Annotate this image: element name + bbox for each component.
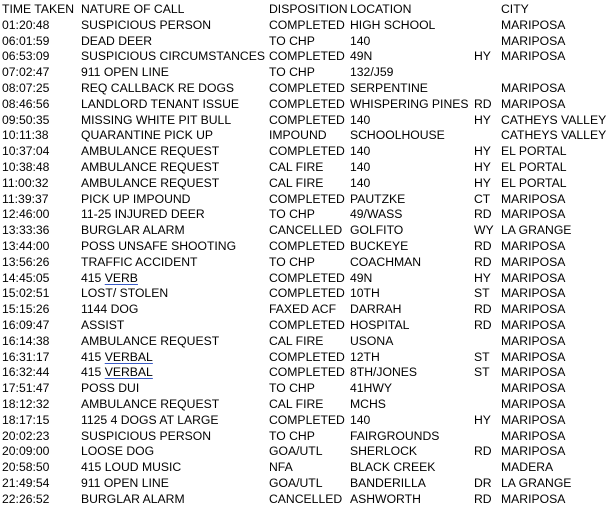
call-row xyxy=(0,18,614,34)
city-cell: LA GRANGE xyxy=(501,476,572,490)
header-time-taken: TIME TAKEN xyxy=(2,2,75,16)
time-cell: 20:02:23 xyxy=(2,428,50,443)
street-suffix-cell: RD xyxy=(474,254,492,269)
location-cell: 49N xyxy=(350,49,373,64)
city-cell: CATHEYS VALLEY xyxy=(501,128,607,143)
nature-cell: BURGLAR ALARM xyxy=(81,491,185,506)
spellcheck-underlined-word: VERB xyxy=(104,270,138,285)
call-row xyxy=(0,81,614,97)
disposition-cell: COMPLETED xyxy=(269,96,345,111)
disposition-cell: NFA xyxy=(269,460,293,475)
time-cell: 10:37:04 xyxy=(2,144,50,159)
city-cell: MADERA xyxy=(501,460,554,475)
call-row xyxy=(0,350,614,366)
nature-cell: 415 LOUD MUSIC xyxy=(81,460,182,475)
city-cell: CATHEYS VALLEY xyxy=(501,112,607,127)
city-cell: MARIPOSA xyxy=(501,349,566,364)
city-cell: MARIPOSA xyxy=(501,17,566,32)
call-row xyxy=(0,160,614,176)
call-row xyxy=(0,144,614,160)
call-row xyxy=(0,397,614,413)
time-cell: 07:02:47 xyxy=(2,65,50,80)
call-row xyxy=(0,365,614,381)
location-cell: BUCKEYE xyxy=(350,239,409,253)
disposition-cell: TO CHP xyxy=(269,33,315,48)
disposition-cell: COMPLETED xyxy=(269,81,345,95)
call-row xyxy=(0,302,614,318)
call-row xyxy=(0,49,614,65)
location-cell: COACHMAN xyxy=(350,254,422,269)
disposition-cell: COMPLETED xyxy=(269,144,345,159)
location-cell: 8TH/JONES xyxy=(350,365,418,380)
time-cell: 01:20:48 xyxy=(2,17,50,32)
call-row xyxy=(0,239,614,255)
time-cell: 17:51:47 xyxy=(2,381,50,396)
location-cell: 132/J59 xyxy=(350,65,394,80)
disposition-cell: COMPLETED xyxy=(269,112,345,127)
nature-cell: AMBULANCE REQUEST xyxy=(81,333,220,348)
time-cell: 15:02:51 xyxy=(2,286,50,301)
city-cell: MARIPOSA xyxy=(501,333,566,348)
disposition-cell: COMPLETED xyxy=(269,318,345,332)
call-row xyxy=(0,413,614,429)
location-cell: WHISPERING PINES xyxy=(350,96,469,111)
nature-cell: POSS DUI xyxy=(81,381,140,396)
location-cell: DARRAH xyxy=(350,302,402,317)
disposition-cell: CAL FIRE xyxy=(269,175,324,190)
street-suffix-cell: WY xyxy=(474,223,494,238)
call-row xyxy=(0,429,614,445)
street-suffix-cell: ST xyxy=(474,365,490,380)
call-row xyxy=(0,286,614,302)
nature-cell: PICK UP IMPOUND xyxy=(81,191,191,206)
location-cell: SCHOOLHOUSE xyxy=(350,128,445,143)
nature-cell: 415 VERBAL xyxy=(81,365,153,380)
disposition-cell: TO CHP xyxy=(269,428,315,443)
call-row xyxy=(0,271,614,287)
location-cell: SHERLOCK xyxy=(350,444,418,459)
location-cell: 10TH xyxy=(350,286,380,301)
nature-cell: LANDLORD TENANT ISSUE xyxy=(81,96,240,111)
street-suffix-cell: RD xyxy=(474,207,492,222)
disposition-cell: COMPLETED xyxy=(269,49,345,64)
city-cell: MARIPOSA xyxy=(501,318,566,332)
location-cell: 140 xyxy=(350,112,371,127)
call-row xyxy=(0,444,614,460)
time-cell: 10:11:38 xyxy=(2,128,49,143)
nature-cell: POSS UNSAFE SHOOTING xyxy=(81,239,237,253)
time-cell: 20:09:00 xyxy=(2,444,50,459)
city-cell: MARIPOSA xyxy=(501,191,566,206)
city-cell: MARIPOSA xyxy=(501,444,566,459)
street-suffix-cell: RD xyxy=(474,491,492,506)
location-cell: FAIRGROUNDS xyxy=(350,428,440,443)
nature-cell: 415 VERB xyxy=(81,270,138,285)
location-cell: MCHS xyxy=(350,397,386,411)
location-cell: 49N xyxy=(350,270,373,285)
disposition-cell: CANCELLED xyxy=(269,223,343,238)
disposition-cell: COMPLETED xyxy=(269,365,345,380)
disposition-cell: TO CHP xyxy=(269,254,315,269)
call-row xyxy=(0,381,614,397)
disposition-cell: COMPLETED xyxy=(269,349,345,364)
time-cell: 08:46:56 xyxy=(2,96,50,111)
nature-cell: AMBULANCE REQUEST xyxy=(81,160,220,174)
city-cell: EL PORTAL xyxy=(501,175,567,190)
location-cell: 140 xyxy=(350,160,371,174)
disposition-cell: CAL FIRE xyxy=(269,160,324,174)
city-cell: MARIPOSA xyxy=(501,412,566,427)
nature-cell: SUSPICIOUS PERSON xyxy=(81,428,212,443)
street-suffix-cell: HY xyxy=(474,160,491,174)
nature-cell: AMBULANCE REQUEST xyxy=(81,397,220,411)
street-suffix-cell: RD xyxy=(474,239,492,253)
street-suffix-cell: HY xyxy=(474,112,491,127)
header-location: LOCATION xyxy=(350,2,412,16)
header-nature-of-call: NATURE OF CALL xyxy=(81,2,185,16)
call-row xyxy=(0,460,614,476)
call-row xyxy=(0,476,614,492)
call-row xyxy=(0,492,614,508)
time-cell: 18:17:15 xyxy=(2,412,50,427)
time-cell: 18:12:32 xyxy=(2,397,50,411)
street-suffix-cell: RD xyxy=(474,318,492,332)
disposition-cell: CANCELLED xyxy=(269,491,343,506)
location-cell: 12TH xyxy=(350,349,380,364)
time-cell: 16:09:47 xyxy=(2,318,50,332)
time-cell: 14:45:05 xyxy=(2,270,50,285)
time-cell: 16:31:17 xyxy=(2,349,50,364)
time-cell: 15:15:26 xyxy=(2,302,50,317)
city-cell: EL PORTAL xyxy=(501,160,567,174)
city-cell: MARIPOSA xyxy=(501,286,566,301)
header-disposition: DISPOSITION xyxy=(269,2,348,16)
nature-cell: 911 OPEN LINE xyxy=(81,476,169,490)
nature-cell: LOOSE DOG xyxy=(81,444,155,459)
street-suffix-cell: DR xyxy=(474,476,492,490)
disposition-cell: COMPLETED xyxy=(269,412,345,427)
nature-cell: 911 OPEN LINE xyxy=(81,65,169,80)
nature-cell: LOST/ STOLEN xyxy=(81,286,169,301)
street-suffix-cell: RD xyxy=(474,96,492,111)
disposition-cell: TO CHP xyxy=(269,207,315,222)
time-cell: 13:33:36 xyxy=(2,223,50,238)
location-cell: HIGH SCHOOL xyxy=(350,17,436,32)
street-suffix-cell: HY xyxy=(474,175,491,190)
city-cell: MARIPOSA xyxy=(501,49,566,64)
nature-cell: TRAFFIC ACCIDENT xyxy=(81,254,198,269)
call-row xyxy=(0,192,614,208)
spellcheck-underlined-word: VERBAL xyxy=(104,365,153,380)
call-row xyxy=(0,97,614,113)
location-cell: USONA xyxy=(350,333,394,348)
nature-cell: AMBULANCE REQUEST xyxy=(81,175,220,190)
nature-cell: 1125 4 DOGS AT LARGE xyxy=(81,412,219,427)
city-cell: MARIPOSA xyxy=(501,397,566,411)
city-cell: MARIPOSA xyxy=(501,491,566,506)
nature-cell: 415 VERBAL xyxy=(81,349,153,364)
disposition-cell: COMPLETED xyxy=(269,239,345,253)
street-suffix-cell: ST xyxy=(474,286,490,301)
city-cell: MARIPOSA xyxy=(501,207,566,222)
city-cell: MARIPOSA xyxy=(501,270,566,285)
disposition-cell: COMPLETED xyxy=(269,17,345,32)
location-cell: 41HWY xyxy=(350,381,392,396)
time-cell: 12:46:00 xyxy=(2,207,50,222)
time-cell: 16:14:38 xyxy=(2,333,50,348)
street-suffix-cell: CT xyxy=(474,191,491,206)
disposition-cell: CAL FIRE xyxy=(269,397,324,411)
time-cell: 10:38:48 xyxy=(2,160,50,174)
call-row xyxy=(0,207,614,223)
time-cell: 06:53:09 xyxy=(2,49,50,64)
call-row xyxy=(0,318,614,334)
time-cell: 13:56:26 xyxy=(2,254,50,269)
location-cell: BANDERILLA xyxy=(350,476,426,490)
nature-cell: MISSING WHITE PIT BULL xyxy=(81,112,232,127)
call-row xyxy=(0,113,614,129)
disposition-cell: GOA/UTL xyxy=(269,476,323,490)
location-cell: SERPENTINE xyxy=(350,81,428,95)
header-city: CITY xyxy=(501,2,529,16)
street-suffix-cell: HY xyxy=(474,49,491,64)
disposition-cell: COMPLETED xyxy=(269,191,345,206)
time-cell: 20:58:50 xyxy=(2,460,50,475)
call-row xyxy=(0,255,614,271)
city-cell: MARIPOSA xyxy=(501,381,566,396)
nature-cell: QUARANTINE PICK UP xyxy=(81,128,214,143)
location-cell: 140 xyxy=(350,144,371,159)
street-suffix-cell: RD xyxy=(474,444,492,459)
call-row xyxy=(0,65,614,81)
time-cell: 11:00:32 xyxy=(2,175,49,190)
location-cell: 49/WASS xyxy=(350,207,403,222)
city-cell: MARIPOSA xyxy=(501,96,566,111)
location-cell: HOSPITAL xyxy=(350,318,410,332)
location-cell: BLACK CREEK xyxy=(350,460,436,475)
city-cell: MARIPOSA xyxy=(501,239,566,253)
nature-cell: 11-25 INJURED DEER xyxy=(81,207,205,222)
time-cell: 13:44:00 xyxy=(2,239,50,253)
street-suffix-cell: HY xyxy=(474,270,491,285)
nature-cell: REQ CALLBACK RE DOGS xyxy=(81,81,235,95)
spellcheck-underlined-word: VERBAL xyxy=(104,349,153,364)
nature-cell: DEAD DEER xyxy=(81,33,153,48)
time-cell: 09:50:35 xyxy=(2,112,50,127)
nature-cell: SUSPICIOUS CIRCUMSTANCES xyxy=(81,49,265,64)
location-cell: ASHWORTH xyxy=(350,491,421,506)
call-row xyxy=(0,176,614,192)
disposition-cell: IMPOUND xyxy=(269,128,327,143)
call-row xyxy=(0,34,614,50)
city-cell: MARIPOSA xyxy=(501,81,566,95)
call-row xyxy=(0,334,614,350)
disposition-cell: TO CHP xyxy=(269,65,315,80)
time-cell: 08:07:25 xyxy=(2,81,50,95)
city-cell: MARIPOSA xyxy=(501,428,566,443)
disposition-cell: COMPLETED xyxy=(269,286,345,301)
nature-cell: SUSPICIOUS PERSON xyxy=(81,17,212,32)
city-cell: MARIPOSA xyxy=(501,254,566,269)
street-suffix-cell: RD xyxy=(474,302,492,317)
location-cell: 140 xyxy=(350,412,371,427)
city-cell: MARIPOSA xyxy=(501,365,566,380)
city-cell: LA GRANGE xyxy=(501,223,572,238)
call-row xyxy=(0,128,614,144)
nature-cell: 1144 DOG xyxy=(81,302,139,317)
header-row xyxy=(0,2,614,18)
nature-cell: AMBULANCE REQUEST xyxy=(81,144,220,159)
street-suffix-cell: ST xyxy=(474,349,490,364)
location-cell: 140 xyxy=(350,175,371,190)
disposition-cell: TO CHP xyxy=(269,381,315,396)
time-cell: 21:49:54 xyxy=(2,476,50,490)
nature-cell: BURGLAR ALARM xyxy=(81,223,185,238)
time-cell: 06:01:59 xyxy=(2,33,50,48)
disposition-cell: COMPLETED xyxy=(269,270,345,285)
city-cell: MARIPOSA xyxy=(501,33,566,48)
city-cell: MARIPOSA xyxy=(501,302,566,317)
call-row xyxy=(0,223,614,239)
disposition-cell: CAL FIRE xyxy=(269,333,324,348)
time-cell: 11:39:37 xyxy=(2,191,49,206)
city-cell: EL PORTAL xyxy=(501,144,567,159)
location-cell: GOLFITO xyxy=(350,223,404,238)
street-suffix-cell: HY xyxy=(474,144,491,159)
nature-cell: ASSIST xyxy=(81,318,125,332)
location-cell: PAUTZKE xyxy=(350,191,406,206)
time-cell: 22:26:52 xyxy=(2,491,50,506)
disposition-cell: GOA/UTL xyxy=(269,444,323,459)
street-suffix-cell: HY xyxy=(474,412,491,427)
location-cell: 140 xyxy=(350,33,371,48)
time-cell: 16:32:44 xyxy=(2,365,50,380)
disposition-cell: FAXED ACF xyxy=(269,302,337,317)
